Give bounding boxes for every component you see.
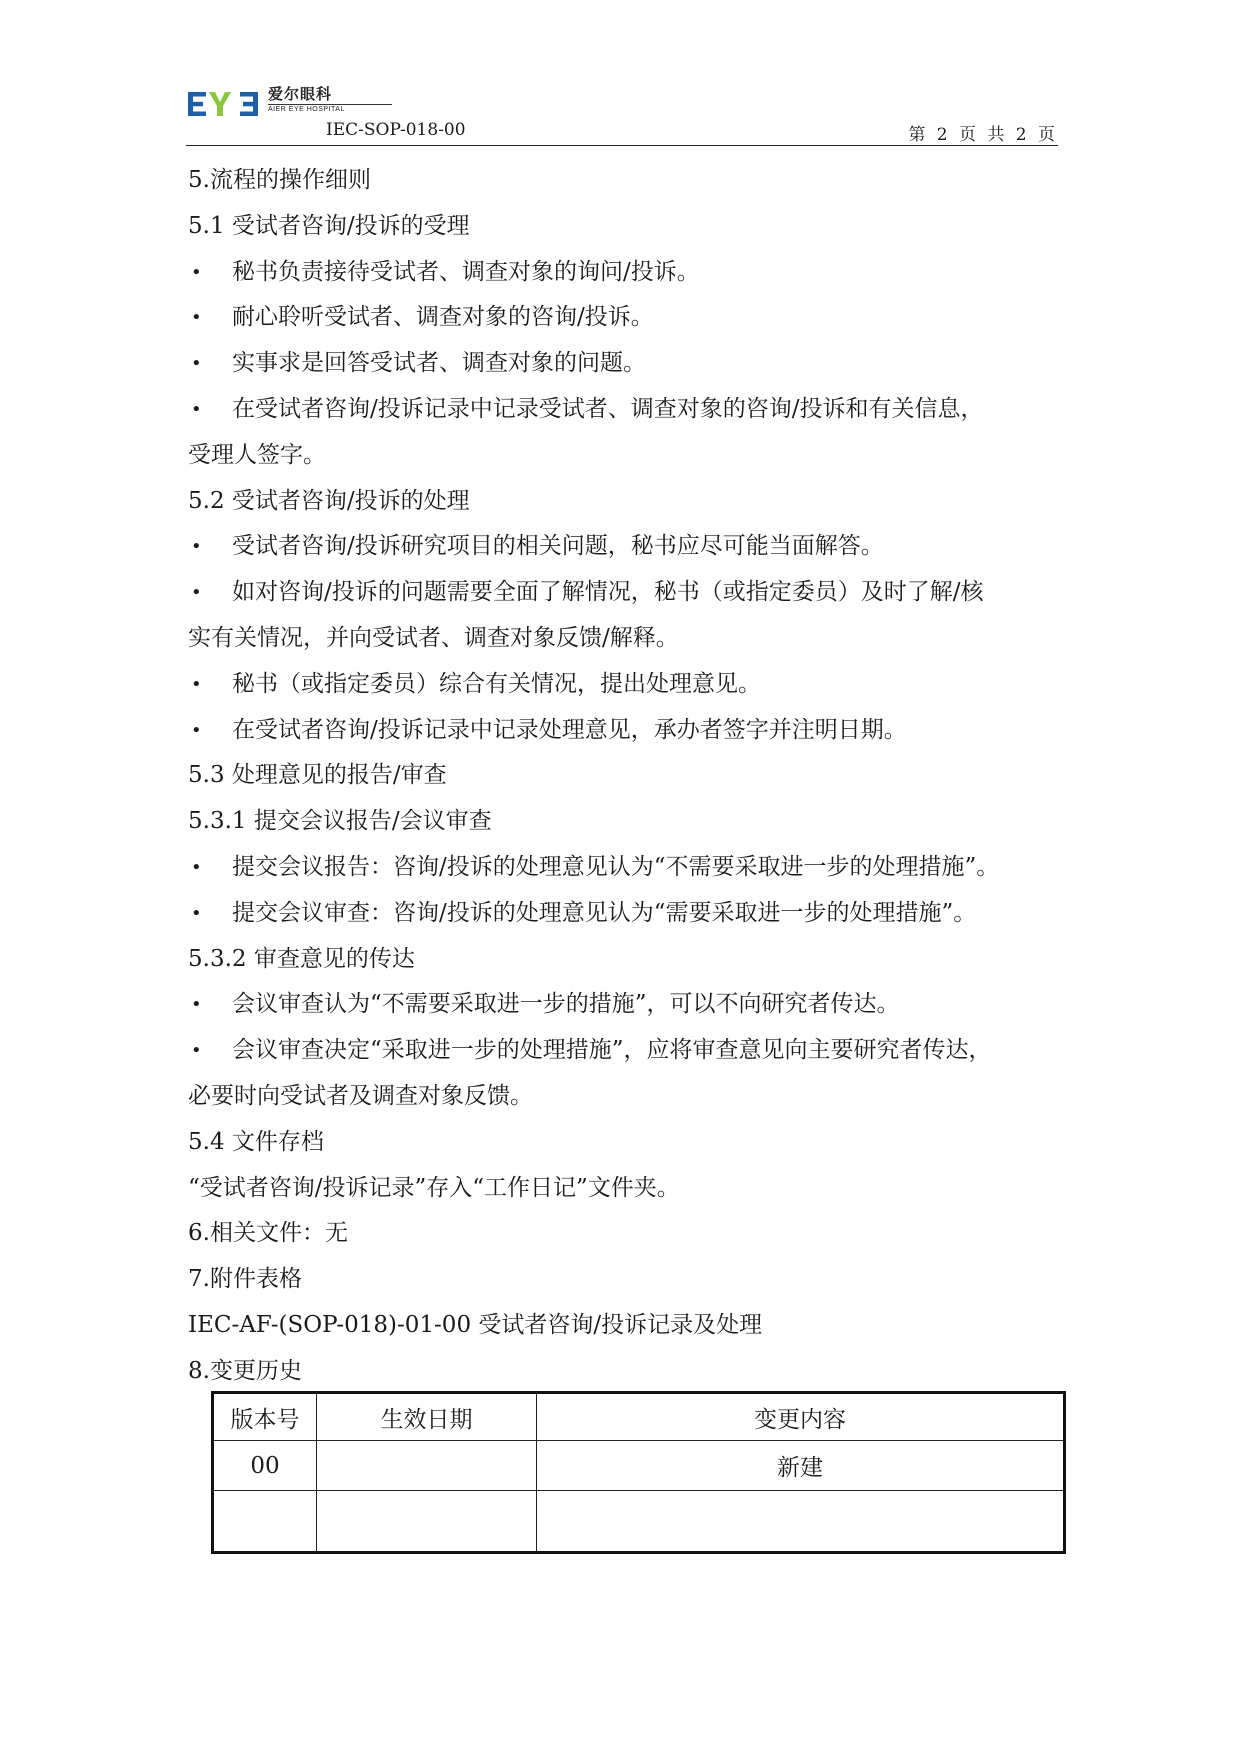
bullet-item: • 受试者咨询/投诉研究项目的相关问题，秘书应尽可能当面解答。 [188,524,1068,570]
subsection-heading: 5.3.2 审查意见的传达 [188,945,415,972]
bullet-item: • 提交会议审查：咨询/投诉的处理意见认为“需要采取进一步的处理措施”。 [188,891,1068,937]
bullet-item: • 秘书负责接待受试者、调查对象的询问/投诉。 [188,250,1068,296]
section-heading: 6.相关文件：无 [188,1220,348,1247]
table-cell: 00 [213,1441,317,1491]
section-heading: 7.附件表格 [188,1266,302,1293]
hospital-logo [186,82,392,122]
table-header-row [213,1393,1065,1441]
bullet-continuation: 受理人签字。 [188,441,326,468]
bullet-item: • 会议审查决定“采取进一步的处理措施”，应将审查意见向主要研究者传达， [188,1028,1068,1074]
table-cell: 新建 [537,1441,1065,1491]
table-cell [317,1441,537,1491]
subsection-heading: 5.4 文件存档 [188,1128,324,1155]
bullet-item: • 在受试者咨询/投诉记录中记录处理意见，承办者签字并注明日期。 [188,708,1068,754]
change-history-table [211,1391,1066,1554]
page-number: 第 2 页 共 2 页 [908,125,1058,145]
subsection-heading: 5.1 受试者咨询/投诉的受理 [188,212,470,239]
header-divider [186,145,1058,146]
bullet-item: • 如对咨询/投诉的问题需要全面了解情况，秘书（或指定委员）及时了解/核 [188,570,1068,616]
page-header [186,82,1058,146]
logo-english-name: AIER EYE HOSPITAL [268,106,345,113]
document-body [188,158,1068,1395]
bullet-continuation: 必要时向受试者及调查对象反馈。 [188,1082,533,1109]
bullet-item: • 提交会议报告：咨询/投诉的处理意见认为“不需要采取进一步的处理措施”。 [188,845,1068,891]
subsection-heading: 5.2 受试者咨询/投诉的处理 [188,487,470,514]
document-code: IEC-SOP-018-00 [326,120,466,140]
table-cell [537,1491,1065,1553]
paragraph: IEC-AF-(SOP-018)-01-00 受试者咨询/投诉记录及处理 [188,1311,763,1338]
bullet-item: • 耐心聆听受试者、调查对象的咨询/投诉。 [188,295,1068,341]
bullet-continuation: 实有关情况，并向受试者、调查对象反馈/解释。 [188,624,679,651]
logo-chinese-name: 爱尔眼科 [268,85,333,103]
paragraph: “受试者咨询/投诉记录”存入“工作日记”文件夹。 [188,1174,680,1201]
section-heading: 5.流程的操作细则 [188,167,371,193]
section-heading: 8.变更历史 [188,1357,302,1384]
bullet-item: • 实事求是回答受试者、调查对象的问题。 [188,341,1068,387]
table-header-cell: 生效日期 [317,1393,537,1441]
table-cell [213,1491,317,1553]
table-header-cell: 版本号 [213,1393,317,1441]
table-cell [317,1491,537,1553]
bullet-item: • 秘书（或指定委员）综合有关情况，提出处理意见。 [188,662,1068,708]
bullet-item: • 在受试者咨询/投诉记录中记录受试者、调查对象的咨询/投诉和有关信息， [188,387,1068,433]
table-row [213,1441,1065,1491]
table-row [213,1491,1065,1553]
subsection-heading: 5.3.1 提交会议报告/会议审查 [188,808,492,835]
subsection-heading: 5.3 处理意见的报告/审查 [188,762,447,789]
eye-logo-icon [186,82,262,122]
table-header-cell: 变更内容 [537,1393,1065,1441]
bullet-item: • 会议审查认为“不需要采取进一步的措施”，可以不向研究者传达。 [188,982,1068,1028]
